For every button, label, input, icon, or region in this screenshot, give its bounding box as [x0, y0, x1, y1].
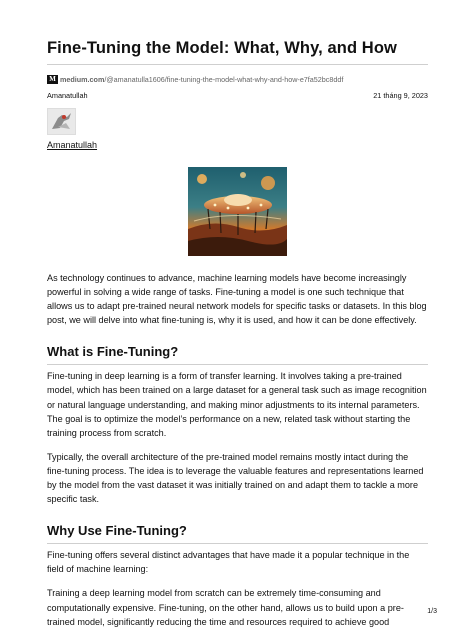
- source-path: /@amanatulla1606/fine-tuning-the-model-what-why-and-how-e7fa52bc8ddf: [104, 74, 344, 84]
- article-page: [47, 38, 428, 629]
- title-divider: [47, 64, 428, 65]
- meta-author: Amanatullah: [47, 91, 88, 100]
- section-divider: [47, 543, 428, 544]
- medium-logo-icon: M: [47, 75, 58, 84]
- page-number: 1/3: [427, 608, 437, 615]
- intro-paragraph: As technology continues to advance, machine learning models have become increasingly powerful in solving a wide range of tasks. Fine-tuning a model is one such technique that allows us to adapt pre-trained neural network models for specific tasks or datasets. In this blog post, we will delve into what fine-tuning is, why it is used, and how it can be done effectively.: [47, 273, 427, 326]
- meta-row: [47, 91, 428, 101]
- source-host: medium.com: [60, 74, 105, 84]
- section-paragraph: Fine-tuning in deep learning is a form of transfer learning. It involves taking a pre-trained model, which has been trained on a large dataset for a general task such as image recognition or natural language understanding, and making minor adjustments to its internal parameters. The goal is to optimize the model’s performance on a new, related task without starting the training process from scratch.: [47, 371, 427, 438]
- hero-figure: [47, 167, 428, 256]
- section-paragraph: Fine-tuning offers several distinct advantages that have made it a popular technique in the field of machine learning:: [47, 550, 410, 575]
- section-paragraph: Training a deep learning model from scratch can be extremely time-consuming and computationally expensive. Fine-tuning, on the other hand, allows us to build upon a pre-trained model, significantly reducing the time and resources required to achieve good: [47, 588, 404, 627]
- page-title: Fine-Tuning the Model: What, Why, and How: [47, 39, 397, 57]
- source-url[interactable]: [60, 75, 343, 84]
- section-divider: [47, 364, 428, 365]
- section-heading-why: Why Use Fine-Tuning?: [47, 523, 187, 539]
- source-link-row[interactable]: [47, 73, 428, 85]
- meta-date: 21 tháng 9, 2023: [373, 91, 428, 100]
- avatar-art: [48, 109, 75, 134]
- author-link[interactable]: Amanatullah: [47, 140, 98, 150]
- author-avatar-image[interactable]: [47, 108, 76, 135]
- section-paragraph: Typically, the overall architecture of the pre-trained model remains mostly intact during the fine-tuning process. The idea is to leverage the valuable features and representations learned by the model from the vast dataset it was initially trained on and adapt them to tackle a more specific task.: [47, 451, 424, 505]
- section-heading-what: What is Fine-Tuning?: [47, 344, 179, 360]
- article-hero-image: [188, 167, 287, 256]
